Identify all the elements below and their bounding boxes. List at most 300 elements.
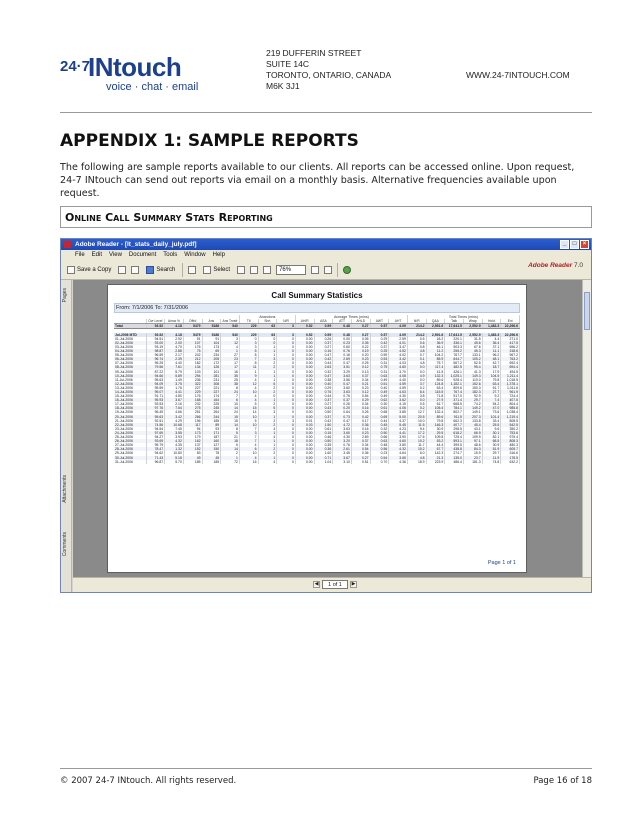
table-cell: 225 [202,402,221,406]
table-cell: 94.51 [146,337,165,341]
table-cell: 149.1 [463,410,482,414]
table-cell: 96.59 [146,353,165,357]
table-cell: 53.2 [426,439,445,443]
table-cell: 0.00 [295,386,314,390]
table-cell: 0.48 [333,333,352,337]
table-cell: 6 [239,447,258,451]
table-cell: 336.1 [445,341,464,345]
close-icon[interactable]: × [580,240,589,249]
table-cell: 109.8 [426,435,445,439]
table-cell: 160 [202,439,221,443]
table-cell: 724.4 [501,394,520,398]
section-heading: Online Call Summary Stats Reporting [65,211,273,224]
table-cell: 4.40 [389,378,408,382]
table-cell: 36.4 [482,341,501,345]
table-cell: 275 [183,406,202,410]
table-cell: 134 [183,365,202,369]
table-cell: 71.8 [426,394,445,398]
table-cell: 93.00 [146,341,165,345]
table-cell: 438.8 [445,447,464,451]
table-cell: 74.8 [482,460,501,464]
table-cell: 0.00 [295,390,314,394]
table-cell: 0 [277,349,296,353]
row-label: 09-Jul-2006 [114,370,146,374]
table-cell: 11.1 [482,349,501,353]
table-cell: 117.4 [426,365,445,369]
table-cell: 4.18 [165,324,184,329]
table-cell: 0.53 [370,357,389,361]
table-cell: 5479 [183,324,202,329]
table-cell: 1,219.4 [501,415,520,419]
menu-tools[interactable]: Tools [163,252,178,258]
table-cell: 83 [183,451,202,455]
table-cell: 0.00 [295,345,314,349]
table-cell: 4.32 [165,439,184,443]
table-cell: 0.05 [351,337,370,341]
table-cell: 3.67 [333,456,352,460]
table-cell: 1 [258,370,277,374]
table-cell: 0.8 [407,345,426,349]
table-cell: 0.60 [333,345,352,349]
table-cell: 8 [221,386,240,390]
table-cell: 97.1 [463,439,482,443]
table-cell: 78.47 [146,447,165,451]
table-cell: 0 [277,406,296,410]
table-cell: 3.63 [333,427,352,431]
table-cell: 1.04 [314,460,333,464]
table-cell: 274.7 [445,451,464,455]
table-cell: 220.1 [445,337,464,341]
table-cell: 63.4 [426,386,445,390]
table-cell: 75.7 [426,361,445,365]
column-header: N/R [277,319,296,324]
table-cell: 4.72 [333,423,352,427]
table-cell: 1 [258,398,277,402]
row-label: 01-Jul-2006 [114,337,146,341]
table-cell: 0 [277,423,296,427]
zoom-level-input[interactable]: 76% [276,265,306,275]
table-cell: 0.32 [314,370,333,374]
table-cell: 0.47 [314,353,333,357]
table-cell: 3.10 [333,460,352,464]
table-cell: 37.1 [482,345,501,349]
table-cell: 5.89 [165,374,184,378]
table-cell: 0 [239,337,258,341]
select-button[interactable] [201,263,232,277]
maximize-icon[interactable]: □ [570,240,579,249]
table-cell: 66.9 [463,431,482,435]
table-cell: 593.1 [445,439,464,443]
table-cell: 10 [239,423,258,427]
table-cell: 17,641.5 [445,324,464,329]
table-cell: 0.34 [351,402,370,406]
table-cell: 27.9 [426,398,445,402]
table-cell: 98.87 [146,349,165,353]
table-cell: 3.51 [333,365,352,369]
table-cell: 4 [239,443,258,447]
table-cell: 30.9 [482,443,501,447]
table-cell: 4.8 [407,361,426,365]
table-cell: 4.36 [389,460,408,464]
table-cell: 16 [221,370,240,374]
table-cell: 1.49 [165,378,184,382]
table-cell: 94.66 [146,374,165,378]
company-address [266,48,391,92]
table-cell: 172 [202,361,221,365]
table-cell: 0.16 [351,427,370,431]
table-cell: 0.20 [351,353,370,357]
table-cell: 3.55 [165,431,184,435]
table-cell: 245 [202,406,221,410]
table-cell: 127 [202,443,221,447]
table-cell: 5.00 [389,415,408,419]
table-cell: 47.0 [482,406,501,410]
table-cell: 0 [277,357,296,361]
table-cell: 95.07 [146,390,165,394]
table-cell: 0.31 [370,370,389,374]
table-cell: 7.61 [165,365,184,369]
table-cell: 63 [258,324,277,329]
zoom-out-icon[interactable] [250,266,258,274]
table-cell: 0.54 [351,394,370,398]
row-label: 02-Jul-2006 [114,341,146,345]
table-cell: 7 [239,427,258,431]
table-cell: 264 [202,410,221,414]
table-cell: 567.2 [445,361,464,365]
table-cell: 93.19 [146,345,165,349]
table-cell: 91 [183,337,202,341]
table-cell: 21 [221,435,240,439]
toolbar-separator [337,263,338,277]
row-label: 06-Jul-2006 [114,357,146,361]
table-cell: 3.67 [165,398,184,402]
table-cell: 78 [202,451,221,455]
table-cell: 0.00 [295,374,314,378]
table-cell: 0.16 [333,353,352,357]
column-header: Offrd [183,319,202,324]
table-cell: 17.6 [407,435,426,439]
group-abandons: Abandons [239,315,295,319]
table-cell: 4.30 [389,394,408,398]
save-copy-button[interactable] [65,263,113,277]
menu-help[interactable]: Help [212,252,225,258]
table-cell: 46.1 [426,345,445,349]
table-cell: 0.00 [295,439,314,443]
table-cell: 308 [202,382,221,386]
page-number: Page 16 of 18 [533,776,592,786]
table-cell: 15 [221,415,240,419]
table-cell: 229 [239,333,258,337]
table-cell: 486.4 [445,460,464,464]
table-cell: 1.60 [314,451,333,455]
table-cell: 4.41 [389,431,408,435]
header-divider [60,112,592,113]
table-cell: 3.29 [333,370,352,374]
table-cell: 4.70 [165,345,184,349]
table-cell: 694.4 [501,365,520,369]
table-cell: 0.26 [333,402,352,406]
menu-window[interactable]: Window [184,252,206,258]
table-cell: 0.29 [370,337,389,341]
table-cell: 27 [221,353,240,357]
table-cell: 4.09 [389,333,408,337]
column-header: ATT [333,319,352,324]
table-cell: 4.59 [389,386,408,390]
table-cell: 109.9 [463,435,482,439]
table-cell: 1 [258,431,277,435]
menu-view[interactable]: View [109,252,122,258]
table-cell: 0.23 [370,451,389,455]
table-cell: 298.5 [445,427,464,431]
page-number-field[interactable]: 1 of 1 [322,580,348,589]
help-icon[interactable] [343,266,351,274]
table-cell: 196 [183,419,202,423]
row-label: 03-Jul-2006 [114,345,146,349]
report-page-footer: Page 1 of 1 [487,560,516,566]
table-cell: 10 [239,415,258,419]
table-cell: 10.68 [165,423,184,427]
table-cell: 2.63 [314,365,333,369]
table-cell: 2,591.6 [426,333,445,337]
snapshot-icon[interactable] [237,266,245,274]
table-cell: 51.7 [482,386,501,390]
table-cell: 0.00 [295,353,314,357]
table-cell: 14 [221,423,240,427]
table-cell: 3.42 [165,415,184,419]
column-header: AWT [370,319,389,324]
table-cell: 73.6 [482,410,501,414]
email-icon[interactable] [131,266,139,274]
table-cell: 632.2 [501,460,520,464]
table-cell: 74.2 [463,402,482,406]
table-cell: 5 [221,431,240,435]
table-cell: 95.63 [146,378,165,382]
table-cell: 133.8 [463,419,482,423]
hand-tool-icon[interactable] [188,266,196,274]
table-cell: 93.53 [146,402,165,406]
table-cell: 1,182.1 [445,382,464,386]
table-cell: 0.23 [351,357,370,361]
table-cell: 4.35 [165,443,184,447]
table-cell: 3.93 [165,435,184,439]
table-cell: 4 [239,378,258,382]
table-cell: 0.49 [370,378,389,382]
column-header: Ttl [239,319,258,324]
table-cell: 105.2 [463,357,482,361]
table-cell: 0.42 [314,419,333,423]
table-cell: 0.54 [370,456,389,460]
row-label: Total [114,324,146,329]
appendix-title: APPENDIX 1: SAMPLE REPORTS [60,131,359,151]
table-cell: 71.43 [146,456,165,460]
table-cell: 173 [202,345,221,349]
table-cell: 0.00 [295,361,314,365]
table-cell: 0 [277,353,296,357]
table-cell: 767.7 [445,353,464,357]
table-cell: 214.2 [407,333,426,337]
minimize-icon[interactable]: _ [560,240,569,249]
table-cell: 54.2 [482,402,501,406]
table-cell: 0.30 [370,402,389,406]
table-cell: 0.35 [351,341,370,345]
table-cell: 10 [239,390,258,394]
table-cell: 17 [221,365,240,369]
table-cell: 0 [277,460,296,464]
table-cell: 49 [183,456,202,460]
table-cell: 0.37 [333,398,352,402]
menu-edit[interactable]: Edit [91,252,103,258]
table-cell: 152 [183,447,202,451]
table-cell: 67.7 [426,447,445,451]
row-label: 23-Jul-2006 [114,427,146,431]
table-cell: 0.51 [370,382,389,386]
next-page-icon[interactable]: ▶ [351,581,356,587]
vertical-scrollbar[interactable] [582,280,591,577]
table-cell: 4.40 [165,361,184,365]
table-cell: 0.76 [333,349,352,353]
table-cell: 0.00 [295,402,314,406]
nav-tab-pages[interactable]: Pages [62,288,68,303]
table-cell: 1,018.5 [501,378,520,382]
table-cell: 22,296.6 [501,333,520,337]
table-cell: 44.4 [426,443,445,447]
table-cell: 4.01 [389,341,408,345]
table-cell: 5.45 [389,423,408,427]
table-cell: 10 [239,451,258,455]
table-cell: 407.5 [501,398,520,402]
scroll-thumb[interactable] [584,292,590,330]
table-cell: 322 [183,382,202,386]
table-cell: 3 [239,341,258,345]
table-cell: 503.3 [445,345,464,349]
table-cell: 0.57 [370,324,389,329]
table-cell: 0.26 [351,410,370,414]
table-cell: 41.3 [463,370,482,374]
column-header: ASA [314,319,333,324]
table-cell: 4.52 [389,349,408,353]
table-cell: 2,591.6 [426,324,445,329]
table-cell: 3 [221,337,240,341]
table-cell: 480.3 [501,443,520,447]
table-cell: 0.68 [370,410,389,414]
table-cell: 0.37 [314,398,333,402]
table-cell: 371.4 [445,398,464,402]
table-cell: 494.5 [501,370,520,374]
table-cell: 214.2 [407,324,426,329]
table-cell: 0.63 [370,439,389,443]
table-cell: 3.85 [389,410,408,414]
table-cell: 182.3 [463,390,482,394]
table-cell: 0.43 [314,406,333,410]
previous-page-icon[interactable]: ◀ [314,581,319,587]
table-cell: 618.2 [445,431,464,435]
table-cell: 87.22 [146,370,165,374]
table-cell: 1 [221,349,240,353]
table-cell: 0.34 [351,378,370,382]
table-cell: 0.21 [351,382,370,386]
row-label: 30-Jul-2006 [114,456,146,460]
table-cell: 52.5 [463,361,482,365]
table-cell: 16 [239,460,258,464]
table-cell: 1 [258,349,277,353]
table-cell: 205 [202,357,221,361]
document-area [73,280,582,577]
table-cell: 0 [277,382,296,386]
table-cell: 4.9 [407,374,426,378]
table-cell: 0 [277,394,296,398]
fit-width-icon[interactable] [324,266,332,274]
table-cell: 5479 [183,333,202,337]
table-cell: 0 [277,431,296,435]
column-header: AHLD [351,319,370,324]
zoom-in-icon[interactable] [263,266,271,274]
table-cell: 79.56 [146,365,165,369]
menu-document[interactable]: Document [128,252,157,258]
table-cell: 0.27 [351,324,370,329]
table-cell: 0.5 [407,337,426,341]
table-cell: 68.5 [482,439,501,443]
table-cell: 0.0 [407,370,426,374]
column-header: AH/R [295,319,314,324]
search-button[interactable] [144,263,177,277]
table-cell: 137 [183,443,202,447]
table-cell: 45.6 [463,341,482,345]
nav-tab-attachments[interactable]: Attachments [62,475,68,503]
table-cell: 3.65 [389,456,408,460]
column-header: Ovr Level [146,319,165,324]
table-cell: 0 [277,337,296,341]
table-cell: 95.4 [463,365,482,369]
reader-menubar [61,250,591,260]
table-cell: 4.80 [165,394,184,398]
column-header: Hold [482,319,501,324]
print-icon[interactable] [118,266,126,274]
table-cell: 2.59 [389,337,408,341]
table-cell: 4 [258,435,277,439]
table-cell: 1 [221,456,240,460]
table-cell: 2 [258,419,277,423]
table-cell: 63 [258,333,277,337]
table-cell: 171 [202,431,221,435]
table-cell: 79.8 [482,378,501,382]
menu-file[interactable]: File [75,252,85,258]
table-cell: 179 [183,435,202,439]
table-cell: 0.5 [407,402,426,406]
table-cell: 271.0 [501,337,520,341]
table-cell: 8.4 [407,390,426,394]
table-cell: 0.25 [351,361,370,365]
column-header: Talk [445,319,464,324]
reader-titlebar [61,239,591,250]
table-cell: 0.27 [314,345,333,349]
table-cell: 4 [239,386,258,390]
table-cell: 0.29 [314,386,333,390]
table-cell: 3 [239,431,258,435]
table-cell: 0.01 [295,419,314,423]
table-cell: 12.7 [407,410,426,414]
table-cell: 0.71 [314,456,333,460]
table-cell: 89.6 [426,378,445,382]
table-cell: 0.00 [295,456,314,460]
table-cell: 1,038.4 [501,410,520,414]
date-to-label: To: [154,305,163,311]
table-cell: 540 [221,324,240,329]
fit-page-icon[interactable] [311,266,319,274]
table-cell: 2 [258,423,277,427]
table-cell: 101 [202,370,221,374]
company-logo [60,52,250,98]
nav-tab-comments[interactable]: Comments [62,532,68,557]
